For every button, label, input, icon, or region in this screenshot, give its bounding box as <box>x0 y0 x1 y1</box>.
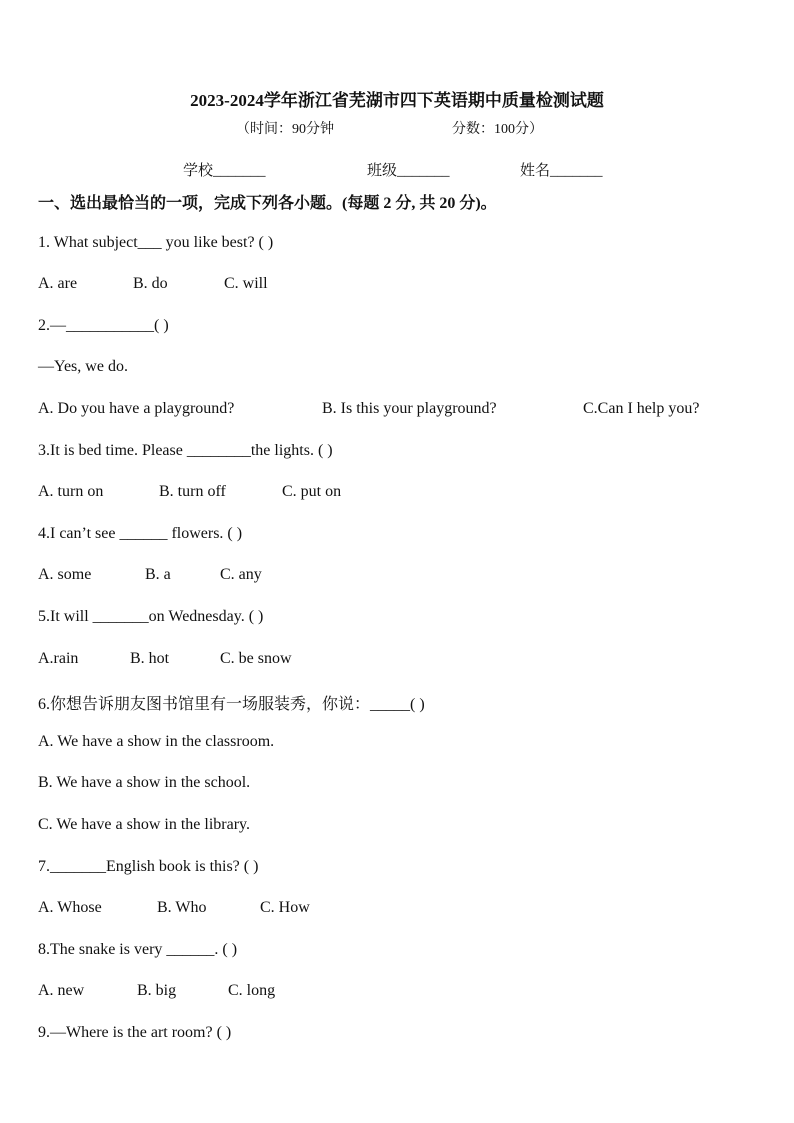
question-4-stem: 4.I can’t see ______ flowers. ( ) <box>38 525 243 542</box>
question-3-option-c: C. put on <box>282 483 342 500</box>
question-5-option-a: A.rain <box>38 650 79 667</box>
class-field: 班级_______ <box>367 163 450 179</box>
question-7-option-c: C. How <box>260 899 310 916</box>
question-8-stem: 8.The snake is very ______. ( ) <box>38 941 238 958</box>
question-3-option-a: A. turn on <box>38 483 104 500</box>
question-4-option-c: C. any <box>220 566 262 583</box>
question-4-option-b: B. a <box>145 566 171 583</box>
question-6-option-a: A. We have a show in the classroom. <box>38 733 275 750</box>
question-2-option-b: B. Is this your playground? <box>322 400 497 417</box>
question-1-stem: 1. What subject___ you like best? ( ) <box>38 234 274 251</box>
question-1-option-b: B. do <box>133 275 168 292</box>
name-field: 姓名_______ <box>520 163 603 179</box>
question-2-option-c: C.Can I help you? <box>583 400 700 417</box>
question-3-stem: 3.It is bed time. Please ________the lights. ( ) <box>38 442 333 459</box>
question-8-option-a: A. new <box>38 982 85 999</box>
question-2-option-a: A. Do you have a playground? <box>38 400 235 417</box>
exam-title: 2023-2024学年浙江省芜湖市四下英语期中质量检测试题 <box>190 91 604 110</box>
question-5-option-b: B. hot <box>130 650 170 667</box>
school-field: 学校_______ <box>183 163 266 179</box>
question-5-stem: 5.It will _______on Wednesday. ( ) <box>38 608 264 625</box>
question-7-stem: 7._______English book is this? ( ) <box>38 858 259 875</box>
question-8-option-b: B. big <box>137 982 177 999</box>
question-8-option-c: C. long <box>228 982 276 999</box>
question-1-option-c: C. will <box>224 275 268 292</box>
question-7-option-b: B. Who <box>157 899 207 916</box>
question-3-option-b: B. turn off <box>159 483 226 500</box>
exam-score: 分数：100分） <box>452 122 543 137</box>
question-4-option-a: A. some <box>38 566 92 583</box>
question-2-stem: 2.—___________( ) <box>38 317 169 334</box>
question-9-stem: 9.—Where is the art room? ( ) <box>38 1024 232 1041</box>
question-6-option-c: C. We have a show in the library. <box>38 816 250 833</box>
question-5-option-c: C. be snow <box>220 650 292 667</box>
question-2-reply: —Yes, we do. <box>38 358 128 375</box>
question-7-option-a: A. Whose <box>38 899 102 916</box>
exam-time: （时间：90分钟 <box>236 122 334 137</box>
question-6-option-b: B. We have a show in the school. <box>38 774 251 791</box>
question-6-stem: 6.你想告诉朋友图书馆里有一场服装秀，你说：_____( ) <box>38 696 425 713</box>
section-heading: 一、选出最恰当的一项，完成下列各小题。(每题 2 分, 共 20 分)。 <box>38 195 497 212</box>
question-1-option-a: A. are <box>38 275 78 292</box>
